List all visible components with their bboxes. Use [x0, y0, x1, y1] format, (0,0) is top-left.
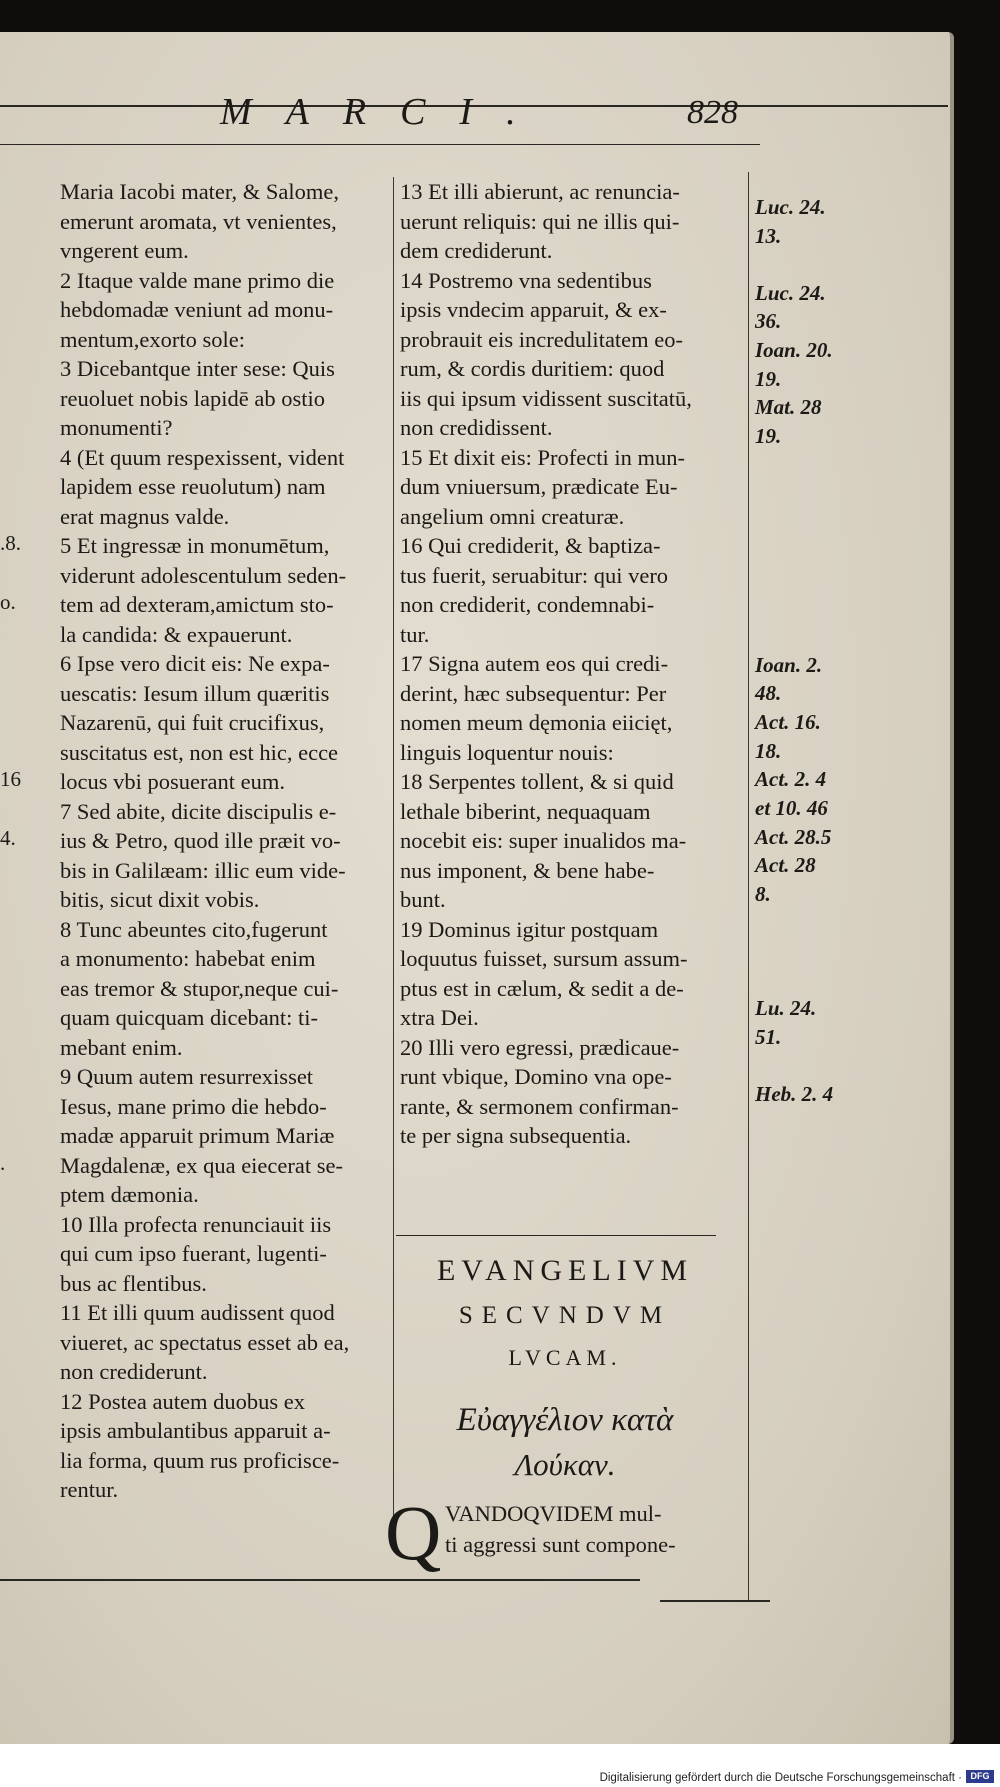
- margin-reference: 36.: [755, 309, 782, 334]
- margin-reference: 48.: [755, 681, 782, 706]
- text-line: 14 Postremo vna sedentibus: [400, 267, 652, 293]
- text-line: 17 Signa autem eos qui credi-: [400, 651, 669, 676]
- text-line: loquutus fuisset, sursum assum-: [400, 946, 688, 971]
- drop-capital: Q: [385, 1489, 442, 1576]
- margin-reference: 19.: [755, 423, 782, 448]
- section-rule: [396, 1235, 716, 1236]
- text-line: bunt.: [400, 887, 446, 912]
- opening-line-2: ti aggressi sunt compone-: [445, 1532, 676, 1557]
- text-line: bitis, sicut dixit vobis.: [60, 887, 260, 912]
- cropped-margin-fragment: .: [0, 1150, 6, 1175]
- cropped-margin-fragment: o.: [0, 590, 16, 614]
- middle-text-column: [400, 177, 745, 1151]
- text-line: eas tremor & stupor,neque cui-: [60, 975, 339, 1001]
- text-line: monumenti?: [60, 415, 173, 440]
- text-line: xtra Dei.: [400, 1005, 479, 1030]
- text-line: madæ apparuit primum Mariæ: [60, 1123, 335, 1148]
- text-line: uerunt reliquis: qui ne illis qui-: [400, 208, 680, 234]
- text-line: 11 Et illi quum audissent quod: [60, 1300, 335, 1325]
- cropped-margin-fragment: 16: [0, 767, 21, 791]
- text-line: 13 Et illi abierunt, ac renuncia-: [400, 179, 680, 204]
- column-divider-right: [748, 172, 749, 1602]
- book-page: [0, 32, 954, 1744]
- left-text-column: [60, 177, 400, 1505]
- text-line: locus vbi posuerant eum.: [60, 769, 285, 794]
- running-header-title: MARCI.: [220, 91, 550, 133]
- cropped-margin-fragment: .8.: [0, 531, 21, 555]
- text-line: derint, hæc subsequentur: Per: [400, 680, 667, 706]
- text-line: ptem dæmonia.: [60, 1182, 199, 1207]
- text-line: dem crediderunt.: [400, 238, 553, 263]
- text-line: non crediderunt.: [60, 1359, 208, 1384]
- margin-reference: Heb. 2. 4: [755, 1082, 834, 1107]
- margin-reference: Luc. 24.: [755, 280, 826, 305]
- text-line: ius & Petro, quod ille præit vo-: [60, 828, 341, 853]
- text-line: reuoluet nobis lapidē ab ostio: [60, 385, 325, 411]
- text-line: non crediderit, condemnabi-: [400, 592, 655, 617]
- text-line: Iesus, mane primo die hebdo-: [60, 1093, 327, 1119]
- text-line: tur.: [400, 621, 430, 647]
- text-line: 6 Ipse vero dicit eis: Ne expa-: [60, 651, 330, 676]
- text-line: a monumento: habebat enim: [60, 946, 316, 971]
- text-line: nomen meum dęmonia eiicięt,: [400, 710, 673, 735]
- text-line: erat magnus valde.: [60, 503, 230, 529]
- text-line: qui cum ipso fuerant, lugenti-: [60, 1241, 327, 1266]
- cropped-margin-fragment: 4.: [0, 826, 16, 850]
- text-line: la candida: & expauerunt.: [60, 621, 293, 647]
- text-line: 18 Serpentes tollent, & si quid: [400, 769, 674, 794]
- greek-title-line-1: Εὐαγγέλιον κατὰ: [456, 1402, 674, 1438]
- margin-reference: Lu. 24.: [755, 996, 817, 1021]
- margin-reference: Act. 28.5: [755, 824, 832, 849]
- text-line: 5 Et ingressæ in monumētum,: [60, 533, 330, 558]
- digitization-credit: Digitalisierung gefördert durch die Deutsche Forschungsgemeinschaft ·: [599, 1772, 962, 1784]
- text-line: 3 Dicebantque inter sese: Quis: [60, 356, 335, 381]
- text-line: 2 Itaque valde mane primo die: [60, 267, 335, 293]
- text-line: rante, & sermonem confirman-: [400, 1093, 679, 1119]
- text-line: ipsis ambulantibus apparuit a-: [60, 1418, 331, 1443]
- text-line: linguis loquentur nouis:: [400, 739, 614, 765]
- text-line: Nazarenū, qui fuit crucifixus,: [60, 710, 325, 735]
- text-line: 20 Illi vero egressi, prædicaue-: [400, 1034, 680, 1060]
- opening-line-1: VANDOQVIDEM mul-: [445, 1501, 662, 1526]
- text-line: 12 Postea autem duobus ex: [60, 1388, 305, 1414]
- text-line: 4 (Et quum respexissent, vident: [60, 444, 345, 470]
- text-line: uescatis: Iesum illum quæritis: [60, 680, 330, 706]
- margin-reference: Act. 16.: [755, 710, 821, 735]
- text-line: 15 Et dixit eis: Profecti in mun-: [400, 444, 685, 470]
- margin-reference: 8.: [755, 881, 771, 906]
- text-line: 10 Illa profecta renunciauit iis: [60, 1211, 332, 1237]
- text-line: runt vbique, Domino vna ope-: [400, 1064, 672, 1089]
- margin-reference: et 10. 46: [755, 795, 828, 820]
- text-line: ptus est in cælum, & sedit a de-: [400, 975, 684, 1001]
- text-line: hebdomadæ veniunt ad monu-: [60, 297, 334, 322]
- margin-reference: Act. 28: [755, 853, 816, 878]
- text-line: ipsis vndecim apparuit, & ex-: [400, 297, 667, 322]
- margin-reference: Mat. 28: [755, 395, 822, 420]
- margin-reference: Luc. 24.: [755, 195, 826, 219]
- text-line: vngerent eum.: [60, 238, 189, 263]
- margin-reference: 51.: [755, 1024, 782, 1049]
- margin-reference: 18.: [755, 738, 782, 763]
- text-line: viueret, ac spectatus esset ab ea,: [60, 1329, 350, 1355]
- text-line: lapidem esse reuolutum) nam: [60, 474, 326, 499]
- text-line: nus imponent, & bene habe-: [400, 857, 655, 883]
- text-line: Magdalenæ, ex qua eiecerat se-: [60, 1152, 343, 1178]
- gospel-title-line-3: LVCAM.: [508, 1345, 622, 1370]
- text-line: probrauit eis incredulitatem eo-: [400, 326, 684, 352]
- gospel-title-line-2: SECVNDVM: [458, 1302, 672, 1329]
- text-line: 7 Sed abite, dicite discipulis e-: [60, 798, 337, 824]
- text-line: rentur.: [60, 1477, 119, 1502]
- text-line: emerunt aromata, vt venientes,: [60, 208, 337, 234]
- text-line: 16 Qui crediderit, & baptiza-: [400, 533, 661, 558]
- footer-rule-right: [660, 1600, 770, 1602]
- margin-reference: Act. 2. 4: [755, 767, 827, 792]
- text-line: iis qui ipsum vidissent suscitatū,: [400, 385, 692, 411]
- text-line: 19 Dominus igitur postquam: [400, 916, 659, 942]
- text-line: tem ad dexteram,amictum sto-: [60, 592, 334, 617]
- text-line: viderunt adolescentulum seden-: [60, 562, 347, 588]
- text-line: nocebit eis: super inualidos ma-: [400, 828, 687, 853]
- text-line: te per signa subsequentia.: [400, 1123, 632, 1148]
- text-line: dum vniuersum, prædicate Eu-: [400, 474, 678, 499]
- text-line: angelium omni creaturæ.: [400, 503, 625, 529]
- text-line: rum, & cordis duritiem: quod: [400, 356, 665, 381]
- text-line: bus ac flentibus.: [60, 1270, 207, 1296]
- text-line: lethale biberint, nequaquam: [400, 798, 651, 824]
- margin-reference: 19.: [755, 366, 782, 391]
- text-line: 9 Quum autem resurrexisset: [60, 1064, 314, 1089]
- text-line: quam quicquam dicebant: ti-: [60, 1005, 319, 1030]
- text-line: 8 Tunc abeuntes cito,fugerunt: [60, 916, 328, 942]
- text-line: non credidissent.: [400, 415, 553, 440]
- text-line: bis in Galilæam: illic eum vide-: [60, 857, 346, 883]
- greek-title-line-2: Λούκαν.: [514, 1447, 616, 1482]
- margin-reference: Ioan. 20.: [755, 338, 833, 363]
- text-line: suscitatus est, non est hic, ecce: [60, 739, 339, 765]
- dfg-logo: DFG: [966, 1770, 994, 1783]
- text-line: tus fuerit, seruabitur: qui vero: [400, 562, 669, 588]
- text-line: Maria Iacobi mater, & Salome,: [60, 179, 339, 204]
- text-line: lia forma, quum rus proficisce-: [60, 1447, 340, 1473]
- luke-opening-text: [445, 1498, 676, 1560]
- page-number: 828: [687, 94, 738, 131]
- margin-reference: Ioan. 2.: [755, 652, 823, 677]
- gospel-title-line-1: EVANGELIVM: [436, 1254, 694, 1287]
- header-underline: [0, 144, 760, 145]
- margin-reference: 13.: [755, 223, 782, 248]
- footer-rule-left: [0, 1579, 640, 1581]
- text-line: mentum,exorto sole:: [60, 326, 245, 352]
- text-line: mebant enim.: [60, 1034, 183, 1060]
